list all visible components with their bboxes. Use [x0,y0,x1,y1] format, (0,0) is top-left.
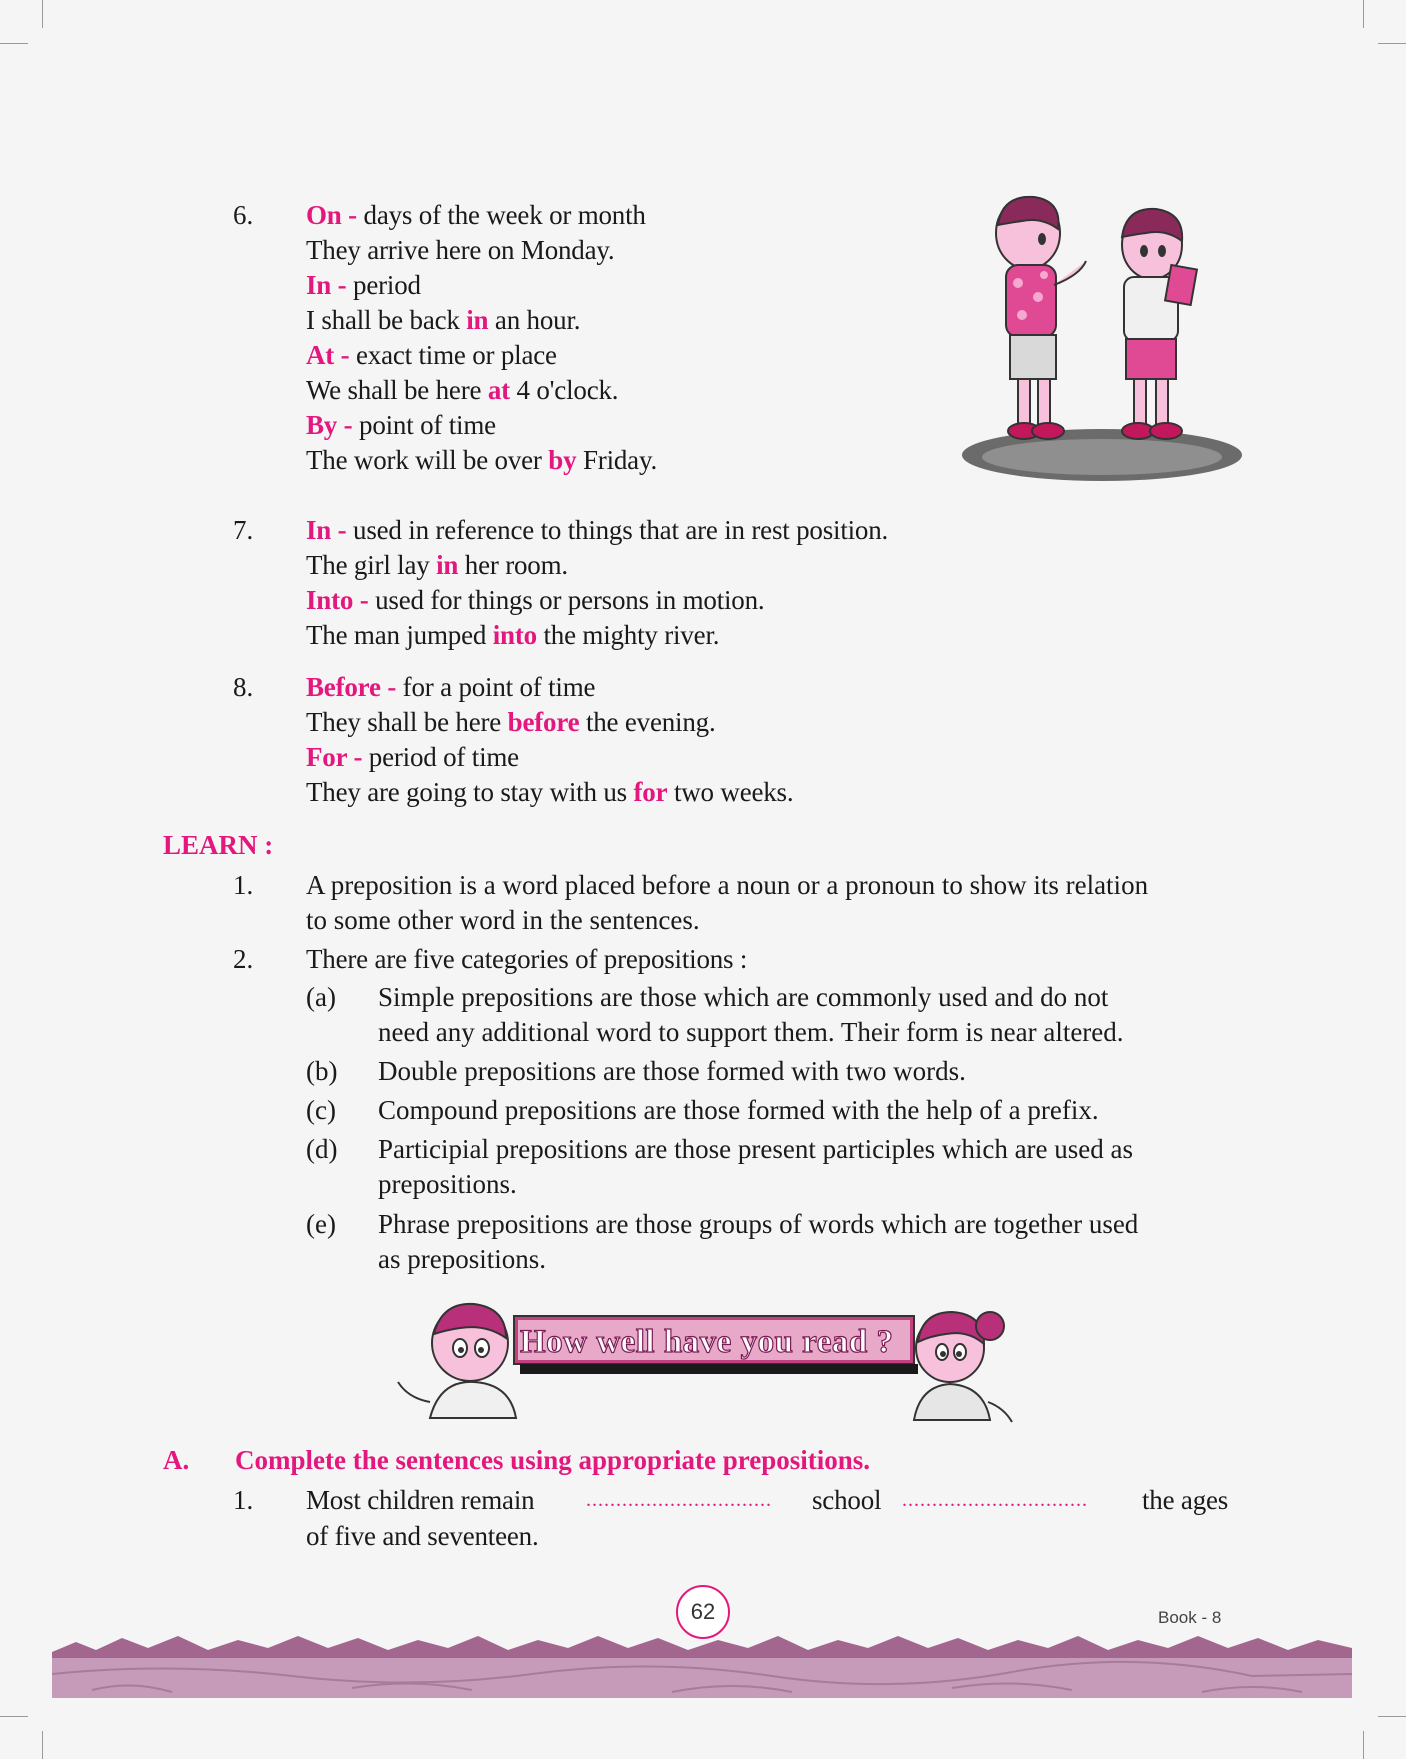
item8-line [306,703,716,741]
line-text: They shall be here [306,707,508,737]
preposition-keyword: On [306,200,342,230]
line-text: The girl lay [306,550,437,580]
keyword-meaning: used in reference to things that are in rest position. [353,515,889,545]
category-text [378,1132,1244,1202]
item8-line [306,773,793,811]
learn-point-1-line2: to some other word in the sentences. [306,905,700,935]
exercise-q1-part2: school [812,1485,882,1515]
preposition-keyword: in [466,305,489,335]
keyword-separator: - [341,200,364,230]
keyword-separator: - [380,672,403,702]
item-6-number: 6. [233,200,254,230]
category-line2: need any additional word to support them. Their form is near altered. [378,1017,1124,1047]
preposition-keyword: In [306,270,332,300]
item8-line [306,738,519,776]
preposition-keyword: In [306,515,332,545]
crop-mark [42,1731,43,1759]
item6-line [306,441,657,479]
item6-line [306,231,614,269]
item8-line [306,668,595,706]
preposition-keyword: by [548,445,577,475]
line-text: They arrive here on Monday. [306,235,615,265]
category-text [378,1207,1244,1277]
line-text: an hour. [488,305,581,335]
item-7-number: 7. [233,515,254,545]
category-line1: Participial prepositions are those present participles which are used as [378,1134,1134,1164]
book-label: Book - 8 [1158,1608,1222,1627]
learn-point-1-text [306,868,1244,938]
keyword-meaning: days of the week or month [363,200,646,230]
keyword-meaning: point of time [359,410,496,440]
keyword-separator: - [334,340,356,370]
category-label: (a) [306,982,336,1012]
keyword-meaning: period of time [368,742,519,772]
keyword-meaning: period [353,270,421,300]
crop-mark [1363,0,1364,28]
keyword-separator: - [346,742,369,772]
exercise-q1-line2: of five and seventeen. [306,1521,539,1551]
how-well-banner-illustration [390,1298,1020,1428]
preposition-keyword: By [306,410,338,440]
crop-mark [1378,1716,1406,1717]
exercise-q1-blank2[interactable]: ............................... [902,1489,1088,1511]
line-text: The man jumped [306,620,493,650]
category-line2: prepositions. [378,1169,517,1199]
category-line1: Simple prepositions are those which are commonly used and do not [378,982,1109,1012]
preposition-keyword: For [306,742,347,772]
category-line1: Compound prepositions are those formed with the help of a prefix. [378,1095,1099,1125]
item6-line [306,371,618,409]
line-text: the mighty river. [536,620,720,650]
learn-heading: LEARN : [163,830,274,860]
item7-line [306,511,888,549]
category-text [378,1054,1244,1089]
category-line1: Double prepositions are those formed with two words. [378,1056,966,1086]
exercise-a-label: A. [163,1445,190,1475]
item7-line [306,546,568,584]
item6-line [306,266,421,304]
preposition-keyword: before [507,707,580,737]
category-label: (c) [306,1095,336,1125]
preposition-keyword: At [306,340,335,370]
line-text: I shall be back [306,305,467,335]
keyword-separator: - [331,270,354,300]
preposition-keyword: Into [306,585,354,615]
category-line2: as prepositions. [378,1244,546,1274]
exercise-q1-number: 1. [233,1485,254,1515]
two-boys-illustration [962,195,1244,485]
crop-mark [0,43,28,44]
keyword-separator: - [353,585,376,615]
category-label: (b) [306,1056,338,1086]
crop-mark [0,1716,28,1717]
line-text: The work will be over [306,445,549,475]
item6-line [306,336,557,374]
line-text: the evening. [579,707,716,737]
category-text [378,1093,1244,1128]
line-text: Friday. [576,445,658,475]
line-text: her room. [458,550,568,580]
exercise-q1-part3: the ages [1142,1485,1229,1515]
preposition-keyword: into [492,620,537,650]
preposition-keyword: at [487,375,510,405]
keyword-separator: - [331,515,354,545]
keyword-separator: - [337,410,360,440]
preposition-keyword: Before [306,672,381,702]
exercise-a-title: Complete the sentences using appropriate prepositions. [235,1445,871,1475]
category-label: (d) [306,1134,338,1164]
crop-mark [1363,1731,1364,1759]
learn-point-1-number: 1. [233,870,254,900]
learn-point-2-text: There are five categories of prepositions : [306,944,748,974]
crop-mark [42,0,43,28]
line-text: 4 o'clock. [509,375,619,405]
item6-line [306,406,496,444]
learn-point-2-number: 2. [233,944,254,974]
exercise-q1-part1: Most children remain [306,1485,535,1515]
category-text [378,980,1244,1050]
preposition-keyword: for [633,777,668,807]
category-line1: Phrase prepositions are those groups of words which are together used [378,1209,1139,1239]
keyword-meaning: used for things or persons in motion. [375,585,765,615]
line-text: They are going to stay with us [306,777,634,807]
item6-line [306,196,646,234]
line-text: We shall be here [306,375,488,405]
exercise-q1-blank1[interactable]: ............................... [586,1489,772,1511]
category-label: (e) [306,1209,336,1239]
learn-point-1-line1: A preposition is a word placed before a noun or a pronoun to show its relation [306,870,1149,900]
item7-line [306,581,764,619]
line-text: two weeks. [667,777,794,807]
crop-mark [1378,43,1406,44]
preposition-keyword: in [436,550,459,580]
how-well-banner-text: How well have you read ? [520,1324,894,1360]
keyword-meaning: for a point of time [402,672,596,702]
page-number: 62 [676,1585,730,1639]
item-8-number: 8. [233,672,254,702]
item7-line [306,616,719,654]
keyword-meaning: exact time or place [356,340,557,370]
item6-line [306,301,580,339]
